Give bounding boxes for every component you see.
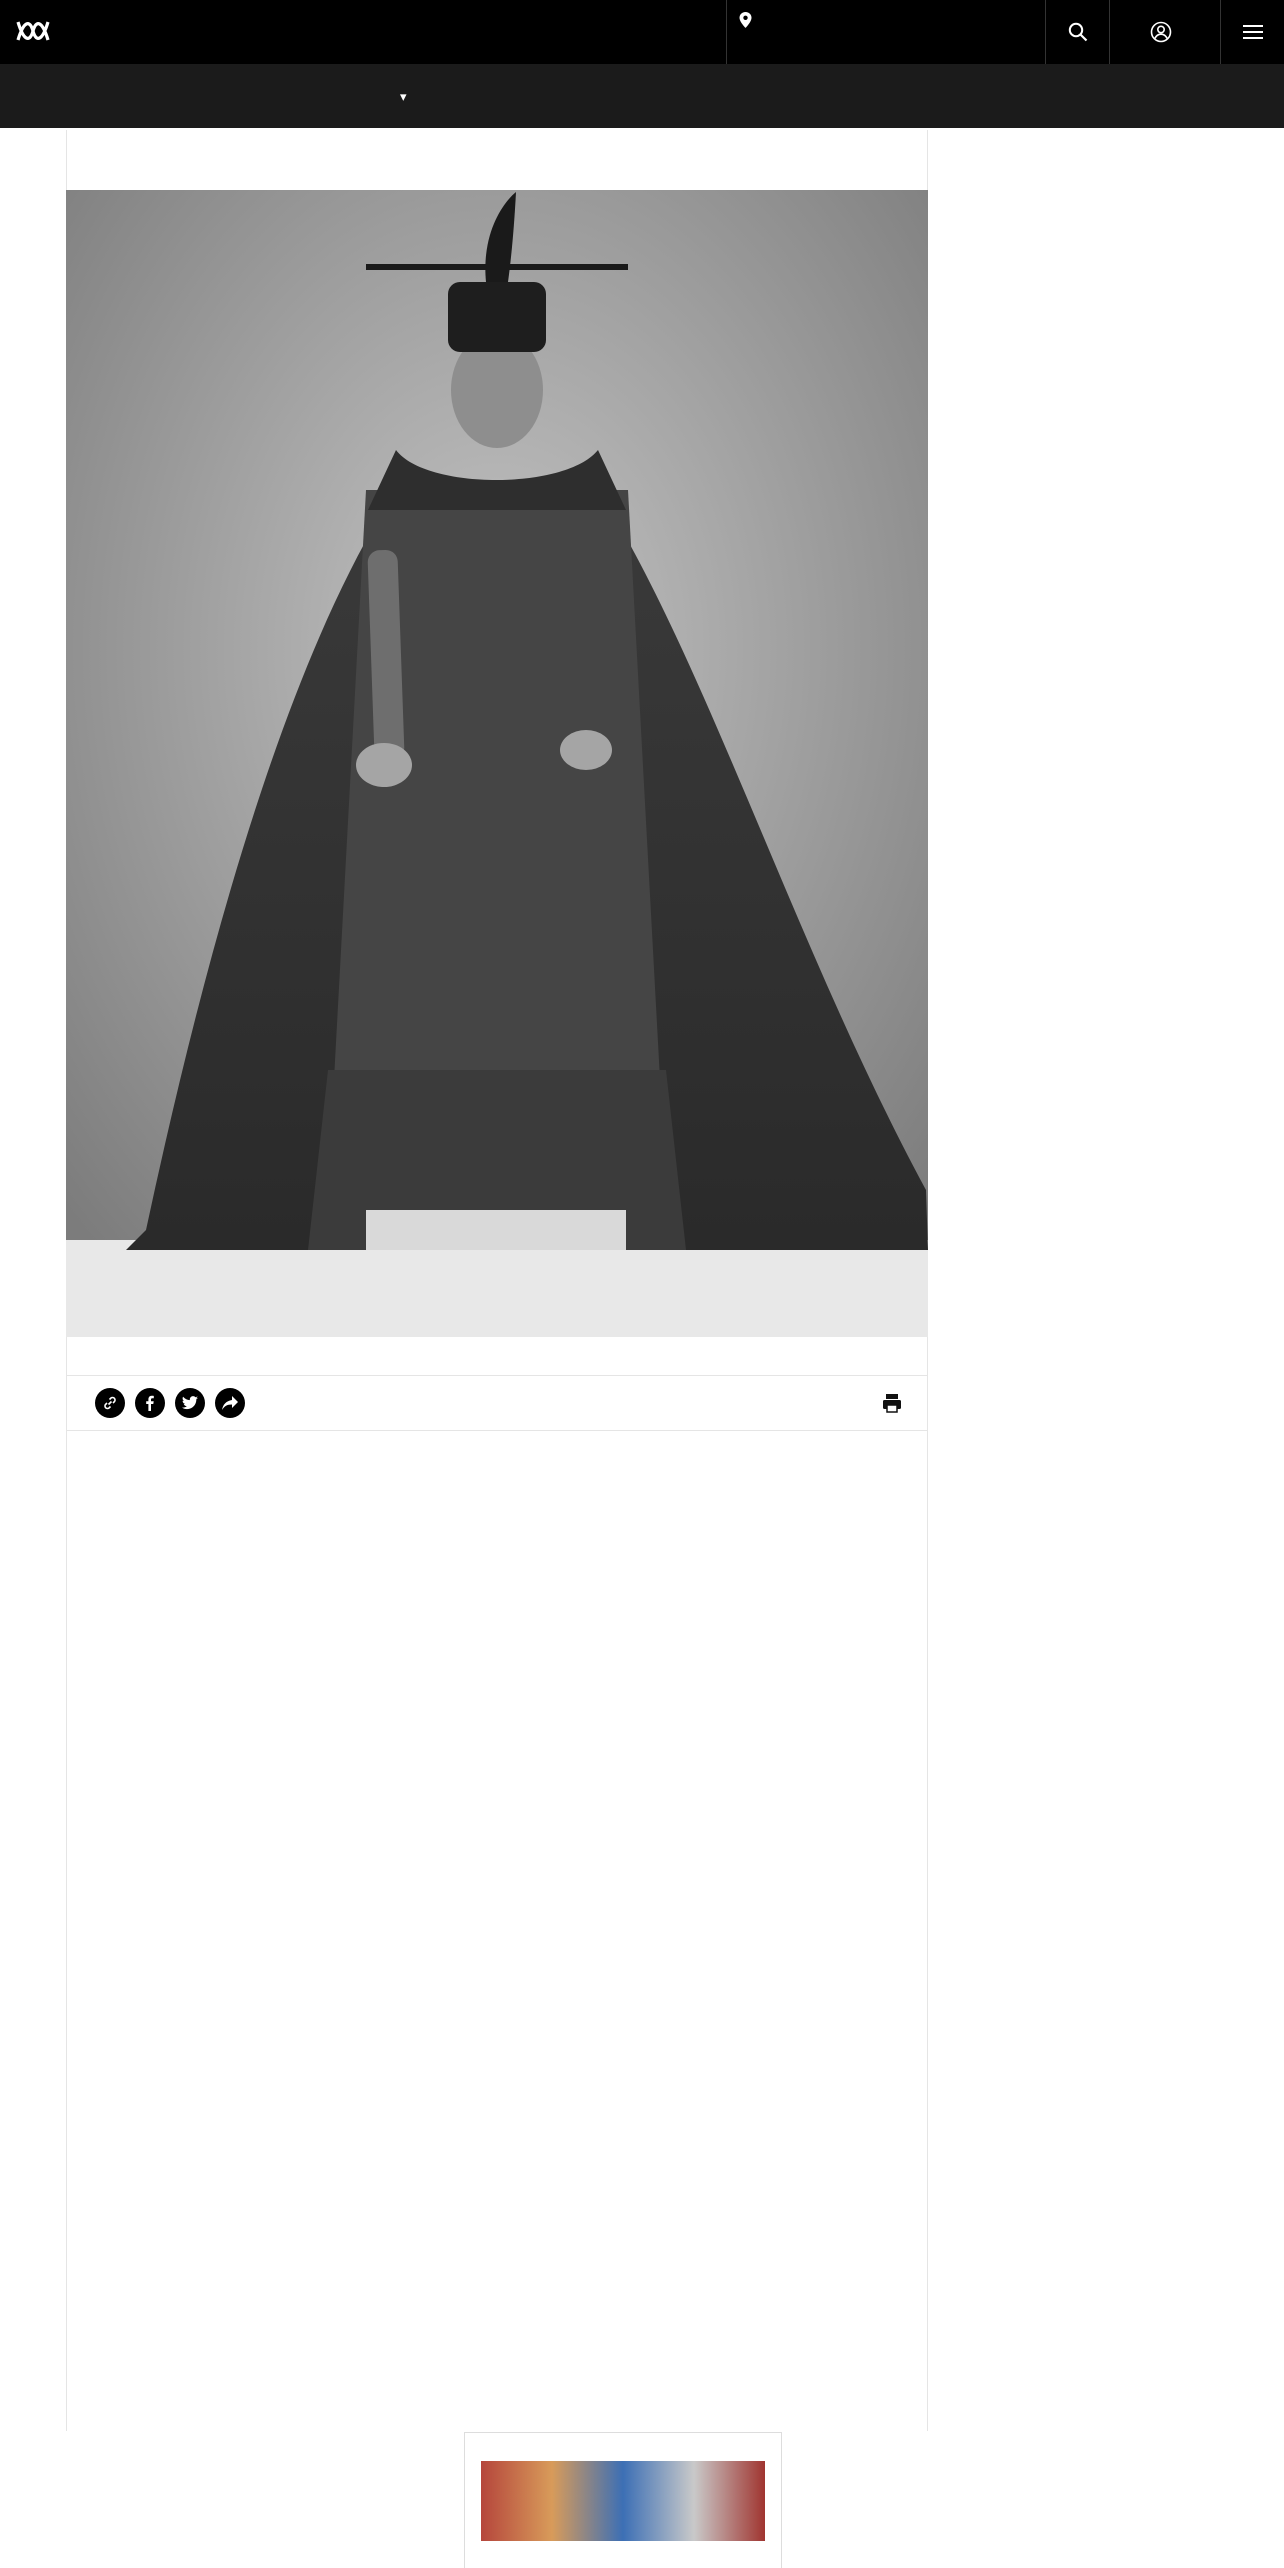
share-bar (66, 1375, 928, 1431)
location-pin-icon (739, 12, 752, 28)
share-arrow-icon[interactable] (215, 1388, 245, 1418)
related-story-card[interactable] (464, 2432, 782, 2568)
facebook-icon[interactable] (135, 1388, 165, 1418)
image-caption (66, 1337, 928, 1375)
article (66, 130, 928, 2431)
hamburger-icon (1243, 24, 1263, 40)
twitter-icon[interactable] (175, 1388, 205, 1418)
copy-link-icon[interactable] (95, 1388, 125, 1418)
search-button[interactable] (1046, 0, 1110, 64)
user-icon (1150, 21, 1172, 43)
sidebar (944, 152, 1218, 180)
hero-image (66, 190, 928, 1337)
login-button[interactable] (1110, 0, 1220, 64)
print-icon[interactable] (881, 1392, 903, 1419)
article-header (66, 130, 928, 190)
menu-button[interactable] (1220, 0, 1284, 64)
abc-logo-icon (16, 16, 50, 46)
search-icon (1068, 22, 1088, 42)
set-location-button[interactable] (726, 0, 1046, 64)
emperor-portrait-illustration (66, 190, 928, 1337)
related-story-image (481, 2461, 765, 2541)
nav-item-more[interactable] (384, 86, 423, 106)
abc-news-logo[interactable] (16, 16, 56, 46)
article-body (66, 1431, 928, 2431)
main-nav (0, 64, 1284, 128)
top-bar (0, 0, 1284, 64)
